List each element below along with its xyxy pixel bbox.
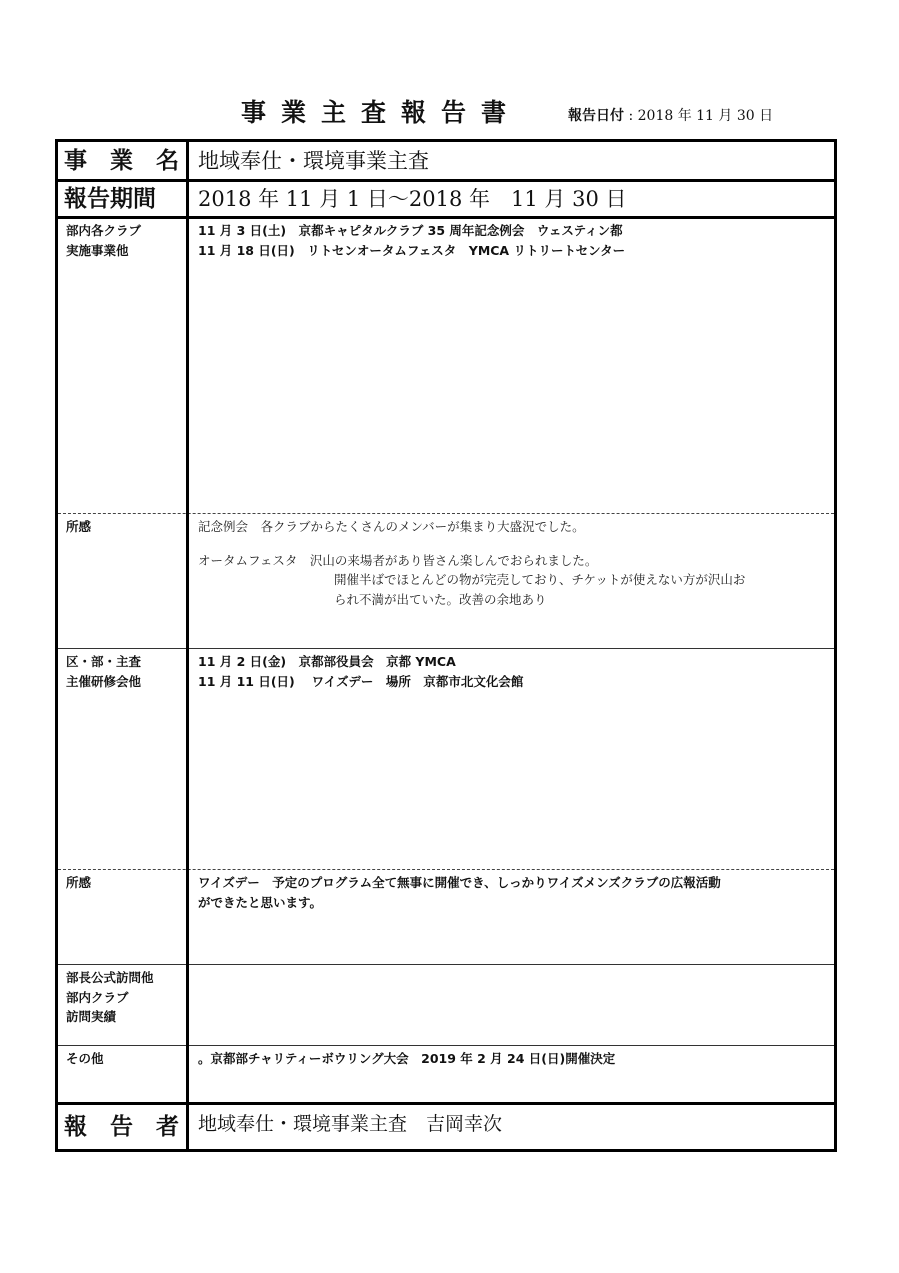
district-impressions-content — [198, 873, 828, 912]
impression-line: られ不満が出ていた。改善の余地あり — [334, 591, 547, 607]
event-line: 11 月 3 日(土) 京都キャピタルクラブ 35 周年記念例会 ウェスティン都 — [198, 223, 623, 238]
club-impressions-label — [66, 517, 184, 537]
report-date-separator: : — [624, 108, 638, 124]
row-divider — [58, 648, 834, 649]
impression-line: オータムフェスタ 沢山の来場者があり皆さん楽しんでおられました。 — [198, 552, 598, 568]
district-events-label — [66, 652, 184, 691]
district-events-label-line: 主催研修会他 — [66, 673, 142, 689]
impression-line: 記念例会 各クラブからたくさんのメンバーが集まり大盛況でした。 — [198, 519, 585, 534]
row-divider — [58, 1045, 834, 1046]
row-divider — [58, 216, 834, 219]
reporter-value: 地域奉仕・環境事業主査 吉岡幸次 — [198, 1113, 503, 1135]
district-impressions-label — [66, 873, 184, 893]
club-events-label — [66, 221, 184, 260]
event-line: 11 月 11 日(日) ワイズデー 場所 京都市北文化会館 — [198, 673, 524, 689]
report-period-label: 報告期間 — [64, 186, 156, 212]
other-label-line: その他 — [66, 1051, 104, 1066]
event-line: 11 月 18 日(日) リトセンオータムフェスタ YMCA リトリートセンター — [198, 242, 626, 258]
row-divider — [58, 1102, 834, 1105]
other-content — [198, 1049, 828, 1069]
reporter-label: 報 告 者 — [64, 1114, 179, 1140]
report-form — [55, 139, 837, 1152]
club-events-label-line: 実施事業他 — [66, 242, 129, 258]
project-name-label: 事 業 名 — [64, 148, 179, 174]
club-events-content — [198, 221, 828, 260]
district-events-label-line: 区・部・主査 — [66, 654, 142, 669]
report-date-label: 報告日付 — [568, 108, 624, 124]
official-visits-label-line: 部長公式訪問他 — [66, 970, 154, 985]
other-label — [66, 1049, 184, 1069]
event-line: 11 月 2 日(金) 京都部役員会 京都 YMCA — [198, 654, 456, 669]
document-title: 事業主査報告書 — [241, 98, 522, 127]
district-events-content — [198, 652, 828, 691]
official-visits-label-line: 部内クラブ — [66, 989, 129, 1005]
column-divider — [186, 142, 189, 1149]
row-divider-dashed — [58, 869, 834, 870]
impression-line: 開催半ばでほとんどの物が完売しており、チケットが使えない方が沢山お — [334, 572, 746, 587]
report-period-value: 2018 年 11 月 1 日～2018 年 11 月 30 日 — [198, 187, 627, 211]
report-date-value: 2018 年 11 月 30 日 — [637, 108, 774, 124]
report-date — [568, 104, 773, 128]
official-visits-label-line: 訪問実績 — [66, 1009, 117, 1024]
row-divider — [58, 964, 834, 965]
club-events-label-line: 部内各クラブ — [66, 223, 142, 238]
impression-line: ワイズデー 予定のプログラム全て無事に開催でき、しっかりワイズメンズクラブの広報活動 — [198, 875, 721, 890]
official-visits-label — [66, 968, 184, 1027]
impression-line: ができたと思います。 — [198, 894, 323, 910]
club-impressions-content — [198, 517, 828, 609]
other-line: 。京都部チャリティーボウリング大会 2019 年 2 月 24 日(日)開催決定 — [198, 1051, 616, 1066]
district-impressions-label-line: 所感 — [66, 875, 92, 890]
club-impressions-label-line: 所感 — [66, 519, 92, 534]
project-name-value: 地域奉仕・環境事業主査 — [198, 149, 429, 173]
line-gap — [198, 537, 828, 551]
row-divider-dashed — [58, 513, 834, 514]
